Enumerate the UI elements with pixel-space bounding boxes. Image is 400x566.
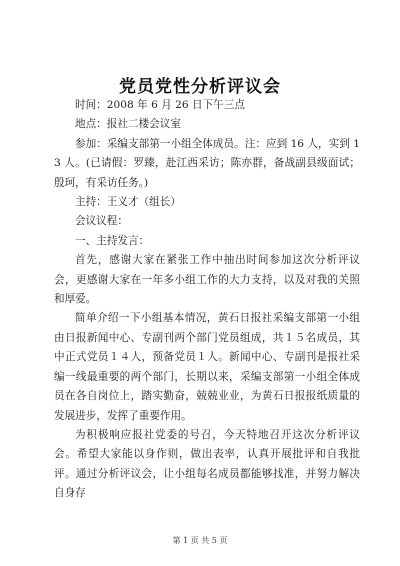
body-paragraph: 为积极响应报社党委的号召，今天特地召开这次分析评议会。希望大家能以身作则，做出表率，认真开展批评和自我批评。通过分析评议会，让小组每名成员都能够找准，并努力解决自身存 xyxy=(54,428,360,500)
meeting-attendees: 参加：采编支部第一小组全体成员。注：应到 16 人，实到 13 人。(已请假：罗臻，赴江西采访；陈亦群，备战副县级面试；殷珂，有采访任务。) xyxy=(54,137,360,189)
document-body xyxy=(54,96,360,504)
document-title: 党员党性分析评议会 xyxy=(119,77,281,97)
meeting-host: 主持：王义才（组长） xyxy=(75,196,181,209)
agenda-item-heading: 一、主持发言： xyxy=(75,234,150,247)
body-paragraph: 首先，感谢大家在紧张工作中抽出时间参加这次分析评议会，更感谢大家在一年多小组工作的大力支持，以及对我的关照和厚爱。 xyxy=(54,254,360,306)
body-paragraph: 简单介绍一下小组基本情况，黄石日报社采编支部第一小组由日报新闻中心、专副刊两个部门党员组成，共１５名成员，其中正式党员１４人，预备党员１人。新闻中心、专副刊是报社采编一线最重要的两个部门，长期以来，采编支部第一小组全体成员在各自岗位上，踏实勤奋，兢兢业业，为黄石日报报纸质量的发展进步，发挥了重要作用。 xyxy=(54,312,360,422)
meeting-agenda-heading: 会议议程： xyxy=(75,215,128,228)
page-footer: 第 1 页 共 5 页 xyxy=(172,536,228,545)
meeting-time: 时间：2008 年 6 月 26 日下午三点 xyxy=(75,99,245,111)
meeting-location: 地点：报社二楼会议室 xyxy=(75,118,181,131)
